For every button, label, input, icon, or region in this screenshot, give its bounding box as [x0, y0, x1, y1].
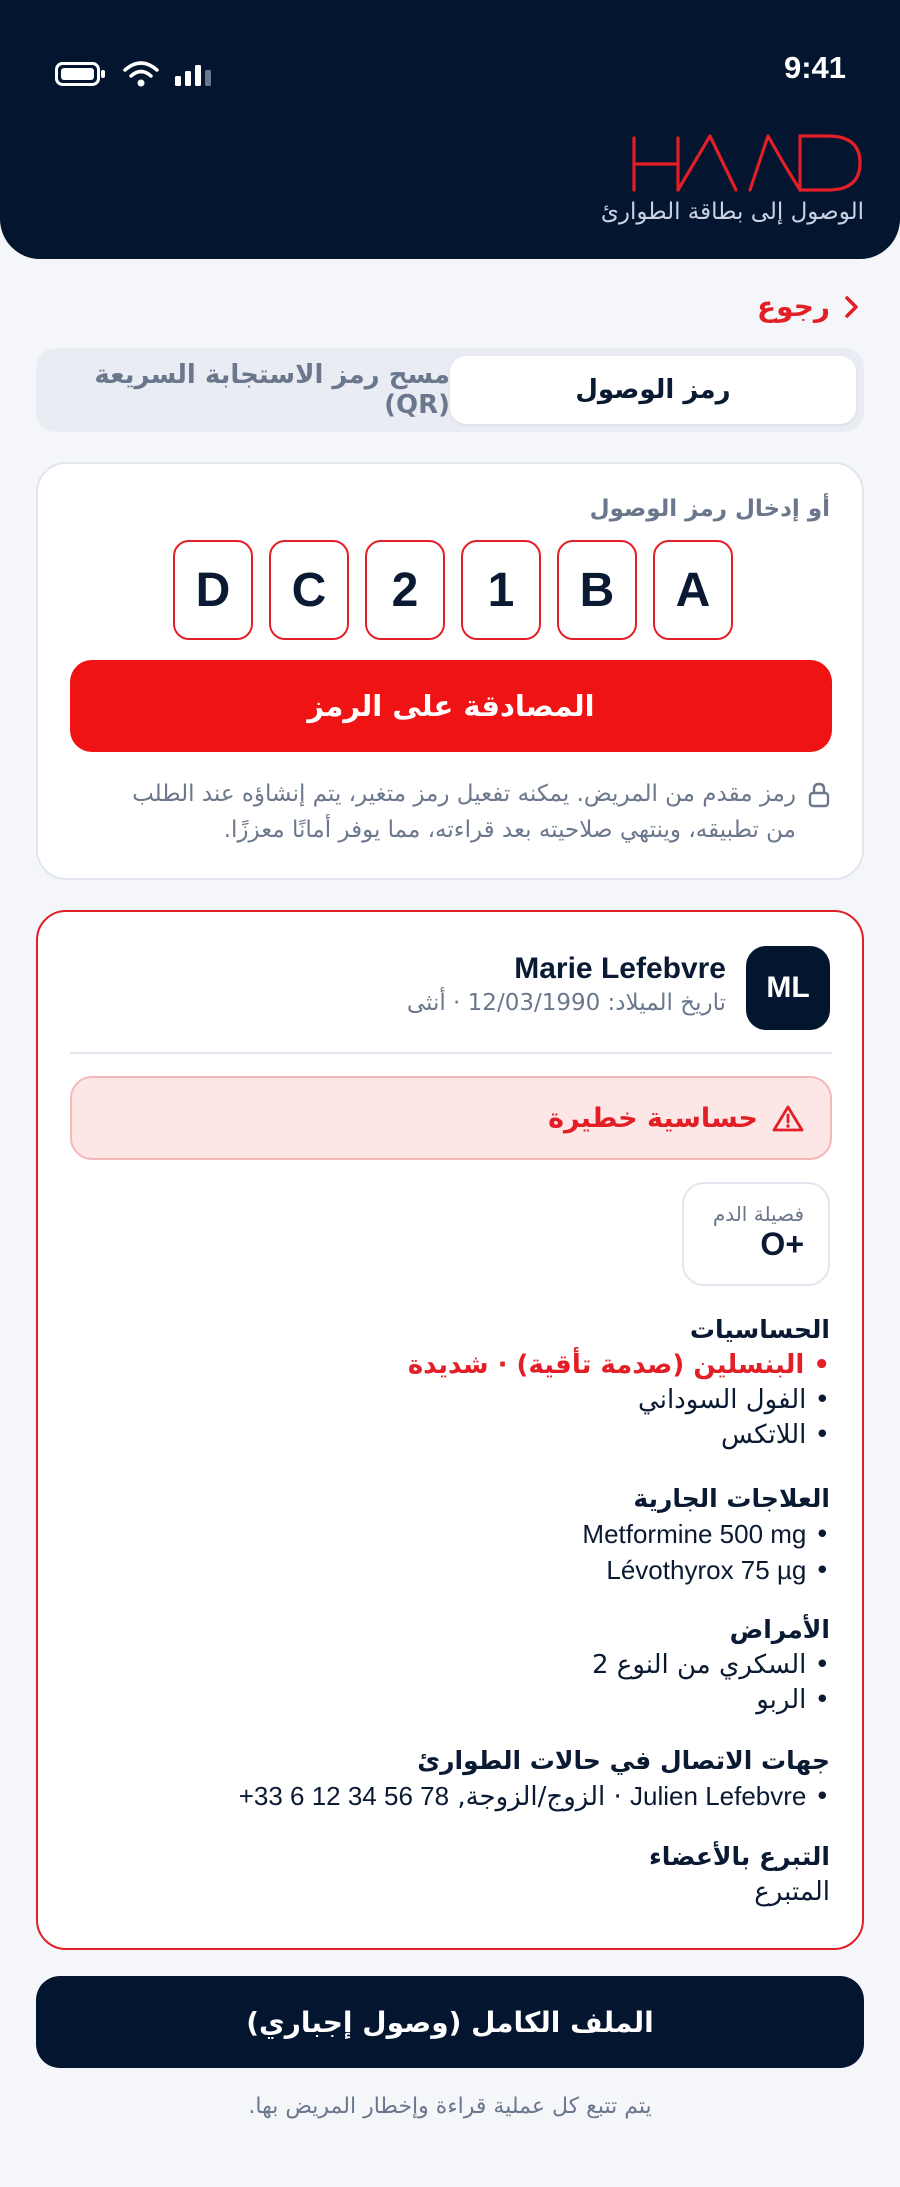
treatments-section [68, 1481, 830, 1589]
code-info-note [70, 776, 830, 848]
mode-tabs [36, 348, 864, 432]
access-code-card [36, 462, 864, 880]
status-time: 9:41 [783, 50, 846, 85]
blood-type-box [682, 1182, 830, 1286]
signal-icon [173, 58, 215, 90]
emergency-contacts-title: جهات الاتصال في حالات الطوارئ [417, 1746, 830, 1775]
contact-relation: · الزوج/الزوجة, [449, 1782, 631, 1812]
treatments-title: العلاجات الجارية [633, 1484, 830, 1513]
code-char-input[interactable]: A [653, 540, 733, 640]
battery-icon [55, 58, 107, 90]
app-header [0, 0, 900, 259]
conditions-section [68, 1612, 830, 1718]
lock-icon [808, 782, 830, 808]
emergency-contacts-section [68, 1743, 830, 1815]
contact-name: Julien Lefebvre [630, 1781, 807, 1811]
severe-allergy-alert [70, 1076, 832, 1160]
allergies-title: الحساسيات [689, 1315, 830, 1344]
organ-donation-section [68, 1839, 830, 1910]
divider [70, 1052, 832, 1054]
allergy-item: • الفول السوداني [638, 1385, 830, 1415]
full-record-button[interactable]: الملف الكامل (وصول إجباري) [36, 1976, 864, 2068]
code-char-input[interactable]: 1 [461, 540, 541, 640]
status-bar-icons [55, 58, 215, 90]
emergency-contact-item[interactable]: • Julien Lefebvre · الزوج/الزوجة, +33 6 12 34 56 78 [238, 1781, 830, 1812]
allergy-item: • اللاتكس [720, 1420, 830, 1450]
condition-item: • السكري من النوع 2 [592, 1650, 830, 1680]
back-button[interactable] [757, 290, 862, 323]
wifi-icon [121, 58, 161, 90]
warning-icon [772, 1104, 804, 1132]
avatar: ML [746, 946, 830, 1030]
blood-type-label: فصيلة الدم [712, 1202, 804, 1226]
code-char-input[interactable]: B [557, 540, 637, 640]
authenticate-code-button[interactable]: المصادقة على الرمز [70, 660, 832, 752]
condition-item: • الربو [756, 1685, 830, 1715]
header-subtitle: الوصول إلى بطاقة الطوارئ [600, 199, 864, 225]
patient-emergency-card [36, 910, 864, 1950]
chevron-right-icon [842, 294, 862, 320]
tab-scan-qr[interactable]: مسح رمز الاستجابة السريعة (QR) [94, 360, 450, 420]
treatment-item: • Lévothyrox 75 µg [606, 1555, 830, 1586]
hand-logo-icon [632, 130, 864, 196]
allergies-section [68, 1312, 830, 1453]
code-info-text: رمز مقدم من المريض. يمكنه تفعيل رمز متغير، يتم إنشاؤه عند الطلب من تطبيقه، وينتهي صلاحيته بعد قراءته، مما يوفر أمانًا معززًا. [132, 781, 796, 843]
alert-text: حساسية خطيرة [548, 1102, 758, 1134]
allergy-item: • البنسلين (صدمة تأقية) · شديدة [407, 1350, 830, 1380]
code-char-input[interactable]: C [269, 540, 349, 640]
code-char-input[interactable]: 2 [365, 540, 445, 640]
back-label: رجوع [757, 290, 830, 323]
code-input-group [171, 540, 733, 640]
code-char-input[interactable]: D [173, 540, 253, 640]
tab-access-code[interactable]: رمز الوصول [450, 356, 856, 424]
patient-meta: تاريخ الميلاد: 12/03/1990 · أنثى [406, 990, 726, 1016]
patient-name: Marie Lefebvre [514, 952, 726, 985]
blood-type-value: O+ [760, 1226, 804, 1262]
organ-donation-value: المتبرع [754, 1877, 830, 1907]
organ-donation-title: التبرع بالأعضاء [649, 1842, 830, 1871]
contact-phone: +33 6 12 34 56 78 [238, 1781, 450, 1811]
treatment-item: • Metformine 500 mg [582, 1519, 830, 1550]
tracking-note: يتم تتبع كل عملية قراءة وإخطار المريض بها. [248, 2094, 652, 2119]
access-code-label: أو إدخال رمز الوصول [589, 496, 830, 522]
conditions-title: الأمراض [729, 1615, 830, 1644]
